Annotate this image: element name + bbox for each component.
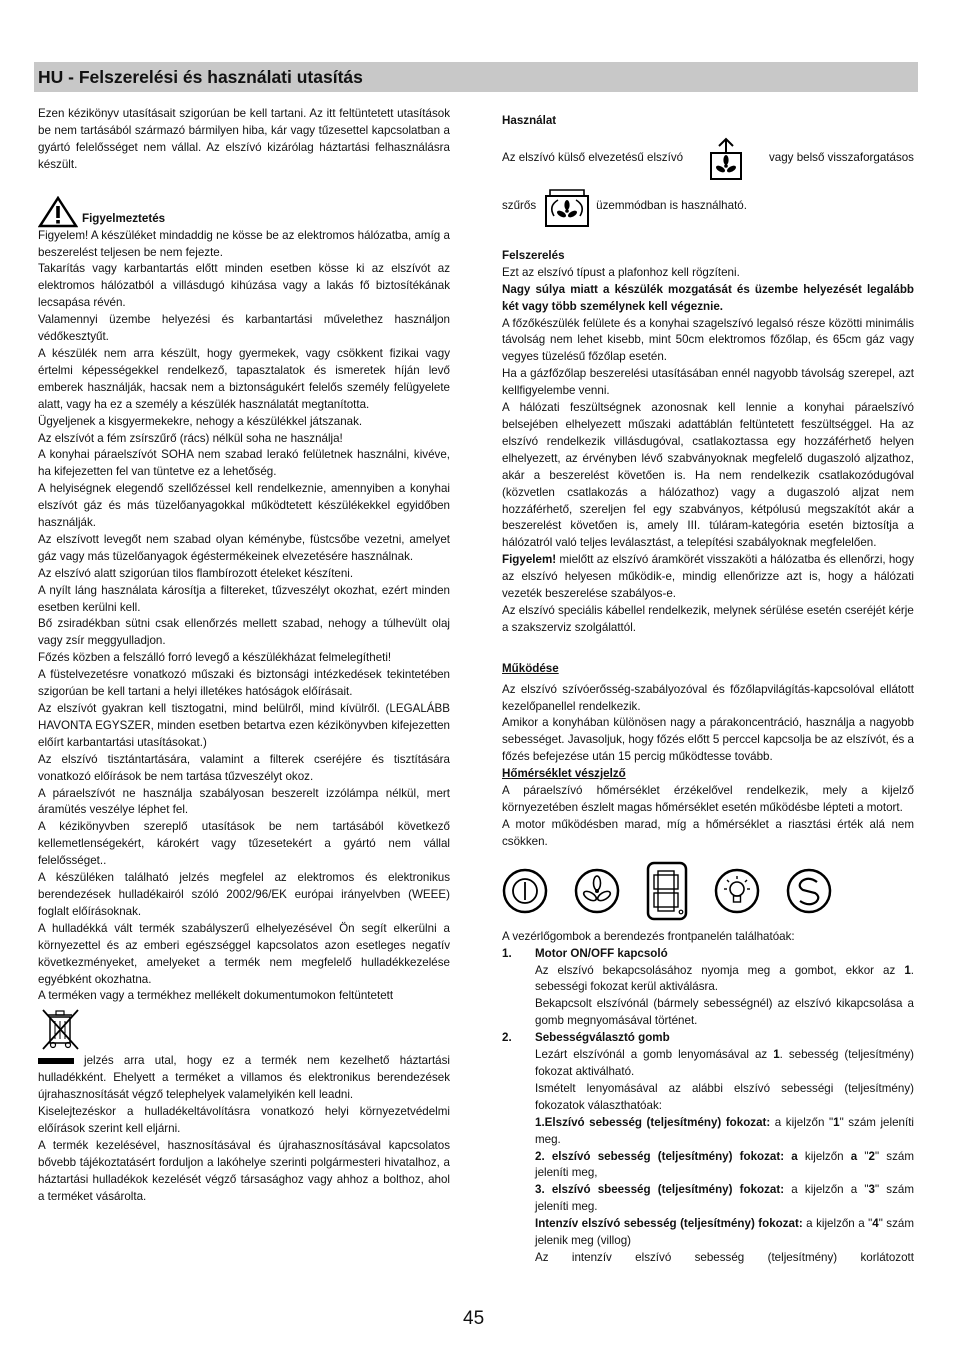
speed-2-quote: "	[857, 1149, 869, 1163]
speed-3-text: a kijelzőn a "	[784, 1183, 869, 1197]
speed-1-value: 1	[833, 1115, 840, 1129]
install-paragraph: A főzőkészülék felülete és a konyhai szagelszívó legalsó része közötti minimális távolság nem lehet kisebb, mint 50cm elektromos főzőlap, és 65cm gáz vagy vegyes tüzelésű főzőlap esetén.	[502, 316, 914, 364]
warning-paragraph: Bő zsiradékban sütni csak ellenőrzés mellett szabad, nehogy a túlhevült olaj vagy zsír meggyulladjon.	[38, 617, 450, 648]
item-1-heading	[502, 946, 914, 963]
header-bar	[34, 62, 918, 92]
power-icon	[502, 868, 548, 914]
operation-paragraph: Az elszívó szívóerősség-szabályozóval és főzőlapvilágítás-kapcsolóval ellátott kezelőpanellel rendelkezik.	[502, 682, 914, 713]
item-1-paragraph-2: Bekapcsolt elszívónál (bármely sebességnél) az elszívó kikapcsolása a gomb megnyomásával történet.	[535, 997, 914, 1028]
attention-text: mielőtt az elszívó áramkörét visszaköti a hálózatba és ellenőrzi, hogy az elszívó helyesen működik-e, mindig ellenőrizze azt is, hogy a hálózati vezeték beszerelése szabályos-e.	[502, 553, 914, 601]
item-1-number: 1.	[502, 946, 512, 960]
page-number: 45	[463, 1308, 485, 1329]
weee-symbol	[40, 1007, 450, 1053]
speed-4-end: " szám jelenik meg (villog)	[535, 1217, 914, 1248]
warning-paragraph: A kézikönyvben szereplő utasítások be nem tartásából következő kellemetlenségekért, károkért vagy tűzesetekért a gyártó nem vállal felelősséget..	[38, 820, 450, 868]
item-2-body	[502, 1047, 914, 1267]
usage-line-2	[502, 184, 914, 230]
disposal-paragraph: Kiselejtezéskor a hulladékeltávolításra vonatkozó helyi környezetvédelmi előírások szerint kell eljárni.	[38, 1105, 450, 1135]
item-1-title: Motor ON/OFF kapcsoló	[535, 946, 668, 960]
warning-paragraph: A konyhai páraelszívót SOHA nem szabad lerakó felületnek használni, kivéve, ha kifejezetten fel van tüntetve ez a lehetőség.	[38, 448, 450, 479]
speed-3-value: 3	[868, 1183, 875, 1197]
speed-4-paragraph	[535, 1216, 914, 1250]
warning-paragraph: Valamennyi üzembe helyezési és karbantartási művelethez használjon védőkesztyűt.	[38, 313, 450, 344]
speed-4-text: a kijelzőn a "	[802, 1217, 873, 1231]
temp-paragraph: A páraelszívó hőmérséklet érzékelővel rendelkezik, mely a kijelző környezetében észlelt magas hőmérséklet esetén működésbe lépteti a motort.	[502, 784, 914, 814]
external-exhaust-icon	[709, 137, 743, 181]
item-2-text-c: . sebesség (teljesítmény) fokozat aktiválható.	[535, 1048, 915, 1078]
install-bold-paragraph: Nagy súlya miatt a készülék mozgatását és üzembe helyezését legalább két vagy több személynek kell végeznie.	[502, 282, 914, 313]
intensive-limit-paragraph: Az intenzív elszívó sebesség (teljesítmény) korlátozott	[535, 1250, 914, 1264]
seven-segment-display-icon	[646, 861, 688, 921]
temp-paragraph: A motor működésben marad, míg a hőmérséklet a riasztási érték alá nem csökken.	[502, 817, 914, 848]
buttons-intro: A vezérlőgombok a berendezés frontpanelén találhatóak:	[502, 929, 795, 943]
item-2-speed: 1	[773, 1048, 780, 1062]
warning-paragraph: A nyílt láng használata károsítja a filtereket, tűzveszélyt okozhat, ezért minden esetben kerülni kell.	[38, 583, 450, 614]
item-2-title: Sebességválasztó gomb	[535, 1031, 670, 1045]
right-column	[502, 113, 914, 1267]
operation-title: Működése	[502, 661, 559, 675]
speed-2-value: 2	[868, 1149, 875, 1163]
attention-paragraph	[502, 552, 914, 603]
warning-paragraph: Figyelem! A készüléket mindaddig ne kösse be az elektromos hálózatba, amíg a beszerelést teljesen be nem fejezte.	[38, 228, 450, 259]
cable-paragraph: Az elszívó speciális kábellel rendelkezik, melynek sérülése esetén cseréjét kérje a szakszerviz szolgálattól.	[502, 603, 914, 634]
warning-paragraph: A hulladékká vált termék szabályszerű elhelyezésével Ön segít elkerülni a környezettel és az emberi egészséggel kapcsolatos azon esetleges negatív következményeket, amelyeket a termék nem megfelelő hulladékkezelése egyébként okozhatna.	[38, 921, 450, 986]
speed-2-paragraph	[535, 1149, 914, 1183]
light-bulb-icon	[714, 868, 760, 914]
item-1-text-a: Az elszívó bekapcsolásához nyomja meg a gombot, ekkor az	[535, 963, 905, 977]
disposal-paragraph: A termék kezelésével, hasznosításával és újrahasznosításával kapcsolatos bővebb tájékoztatásért forduljon a lakóhelye szerinti polgármesteri hivatalhoz, a háztartási hulladékok kezelését végző társasághoz vagy ahhoz a bolthoz, ahol a terméket vásárolta.	[38, 1138, 450, 1203]
item-2-number: 2.	[502, 1031, 512, 1045]
warning-paragraph: A helyiségnek elegendő szellőzéssel kell rendelkeznie, amennyiben a konyhai elszívót gáz és más tüzelőanyagokkal működtetett készülékekkel egyidőben használják.	[38, 482, 450, 530]
speed-1-end: " szám jeleníti meg.	[535, 1115, 914, 1146]
speed-1-paragraph	[535, 1115, 914, 1149]
intro-paragraph: Ezen kézikönyv utasításait szigorúan be kell tartani. Az itt feltüntetett utasítások be nem tartásából származó bármilyen hiba, kár vagy tűzesettel kapcsolatban a gyártó felelősséget nem vállal. Az elszívó kizárólag háztartási felhasználásra készült.	[38, 107, 450, 171]
warning-paragraph: Az elszívott levegőt nem szabad olyan kéménybe, füstcsőbe vezetni, amelyet gáz vagy más tüzelőanyagok égéstermékeinek elvezetésére használnak.	[38, 532, 450, 563]
s-icon	[786, 868, 832, 914]
usage-text-c: szűrős	[502, 199, 537, 213]
item-1-paragraph	[535, 963, 914, 997]
install-title: Felszerelés	[502, 248, 565, 262]
usage-text-a: Az elszívó külső elvezetésű elszívó	[502, 151, 684, 165]
temp-title: Hőmérséklet vészjelző	[502, 767, 626, 781]
weee-text: jelzés arra utal, hogy ez a termék nem kezelhető háztartási hulladékként. Ehelyett a terméket a villamos és elektronikus berendezések újrahasznosítását végző telephelyek valamelyikén kell leadni.	[38, 1054, 450, 1102]
warning-paragraph: Az elszívó alatt szigorúan tilos flambírozott ételeket készíteni.	[38, 566, 354, 580]
install-paragraph: Ezt az elszívó típust a plafonhoz kell rögzíteni.	[502, 265, 740, 279]
warning-paragraph: Az elszívót gyakran kell tisztogatni, mind belülről, mind kívülről. (LEGALÁBB HAVONTA EGYSZER, minden esetben betartva ezen kézikönyvben kifejezetten előírt karbantartási utasításokat.)	[38, 702, 450, 749]
item-1-body	[502, 963, 914, 1031]
warning-title: Figyelmeztetés	[82, 211, 166, 225]
warning-paragraph: Az elszívót a fém zsírszűrő (rács) nélkül soha ne használja!	[38, 431, 343, 445]
item-1-speed: 1	[904, 963, 911, 977]
speed-3-label: 3. elszívó sbeesség (teljesítmény) fokozat:	[535, 1183, 785, 1197]
speed-4-label: Intenzív elszívó sebesség (teljesítmény) fokozat:	[535, 1217, 803, 1231]
attention-label: Figyelem!	[502, 553, 557, 567]
item-2-paragraph-2: Ismételt lenyomásával az alábbi elszívó sebességi (teljesítmény) fokozatok választhatóak:	[535, 1081, 914, 1112]
warning-paragraph: A füstelvezetésre vonatkozó műszaki és biztonsági intézkedések tekintetében szigorúan be kell tartani a helyi illetékes hatóságok előírásait.	[38, 668, 450, 699]
speed-4-value: 4	[872, 1217, 879, 1231]
warning-paragraph: A terméken vagy a termékhez mellékelt dokumentumokon feltüntetett	[38, 989, 394, 1003]
control-panel-icons	[502, 857, 914, 925]
warning-paragraph: A készülék nem arra készült, hogy gyermekek, vagy csökkent fizikai vagy értelmi képességekkel rendelkező, tapasztalatok és ismeretek híján levő emberek használják, hacsak nem a biztonságukért felelős személy felügyelete alatt, vagy ha ez a személy a készülék használatát megtanította.	[38, 346, 450, 411]
item-2-heading	[502, 1030, 914, 1047]
warning-triangle-icon	[38, 196, 78, 228]
speed-2-text: kijelzőn	[797, 1149, 851, 1163]
warning-paragraphs	[38, 228, 450, 1006]
warning-paragraph: A készüléken található jelzés megfelel az elektromos és elektronikus berendezések hulladékairól szóló 2002/96/EK európai irányelvben (WEEE) foglalt előírásoknak.	[38, 871, 450, 918]
operation-paragraph: Amikor a konyhában különösen nagy a párakoncentráció, használja a nagyobb sebességet. Javasoljuk, hogy főzés előtt 5 perccel kapcsolja be az elszívót, és a főzés befejezése után 15 percig működtesse tovább.	[502, 716, 914, 764]
warning-paragraph: Főzés közben a felszálló forró levegő a készülékházat felmelegítheti!	[38, 651, 392, 665]
weee-paragraph	[38, 1053, 450, 1104]
warning-heading	[38, 196, 450, 228]
warning-paragraph: Az elszívó tisztántartására, valamint a filterek cseréjére és tisztítására vonatkozó előírások be nem tartása tűzveszélyt okoz.	[38, 752, 450, 783]
warning-paragraph: Takarítás vagy karbantartás előtt minden esetben kösse ki az elszívót az elektromos hálózatból a villásdugó kihúzása vagy a lakás fő biztosítékának lecsapása révén.	[38, 262, 450, 310]
item-2-text-a: Lezárt elszívónál a gomb lenyomásával az	[535, 1048, 774, 1062]
usage-text-b: vagy belső visszaforgatásos	[768, 151, 914, 165]
warning-paragraph: A páraelszívót ne használja szabályosan beszerelt izzólámpa nélkül, mert áramütés veszélye léphet fel.	[38, 786, 450, 817]
weee-bin-icon	[40, 1007, 82, 1051]
speed-2-label: 2. elszívó sebesség (teljesítmény) fokozat: a	[535, 1149, 798, 1163]
recirculation-filter-icon	[544, 186, 590, 228]
weee-bar-mark	[38, 1058, 74, 1064]
page-title: HU - Felszerelési és használati utasítás	[38, 67, 363, 87]
speed-3-paragraph	[535, 1182, 914, 1216]
install-paragraph: Ha a gázfőzőlap beszerelési utasításában ennél nagyobb távolság szerepel, azt kellfigyelembe venni.	[502, 367, 914, 398]
left-column	[38, 106, 450, 1205]
usage-title: Használat	[502, 114, 557, 127]
speed-2-article: a	[850, 1149, 858, 1163]
usage-line-1	[502, 136, 914, 182]
usage-text-d: üzemmódban is használható.	[596, 199, 747, 213]
install-paragraph: A hálózati feszültségnek azonosnak kell lennie a konyhai páraelszívó belsejében elhelyezett műszaki adattáblán feltüntetett feszültséggel. Ha az elszívó rendelkezik villásdugóval, csatlakoztassa egy hozzáférhető helyen elhelyezett, az érvényben lévő szabványoknak megfelelő dugaszoló aljzathoz, akár a beszerelést követően is. Ha nem rendelkezik csatlakozódugóval (közvetlen csatlakozás a hálózathoz) vagy a dugaszoló aljzat nem hozzáférhető, szereljen fel egy szabványos, kétpólusú megszakítót akár a beszerelést követően is, amely III. túláram-kategória esetén biztosítja a hálózatról való teljes leválasztást, a telepítési szabályoknak megfelelően.	[502, 401, 914, 550]
item-1-text-c: . sebességi fokozat kerül aktiválásra.	[535, 963, 914, 994]
speed-1-text: a kijelzőn "	[770, 1115, 834, 1129]
speed-1-label: 1.Elszívó sebesség (teljesítmény) fokozat:	[535, 1115, 771, 1129]
item-2-paragraph	[535, 1047, 914, 1081]
fan-icon	[574, 868, 620, 914]
speed-3-end: " szám jeleníti meg.	[535, 1183, 914, 1214]
warning-paragraph: Ügyeljenek a kisgyermekekre, nehogy a készülékkel játszanak.	[38, 414, 363, 428]
speed-2-end: " szám jeleníti meg,	[535, 1149, 914, 1180]
